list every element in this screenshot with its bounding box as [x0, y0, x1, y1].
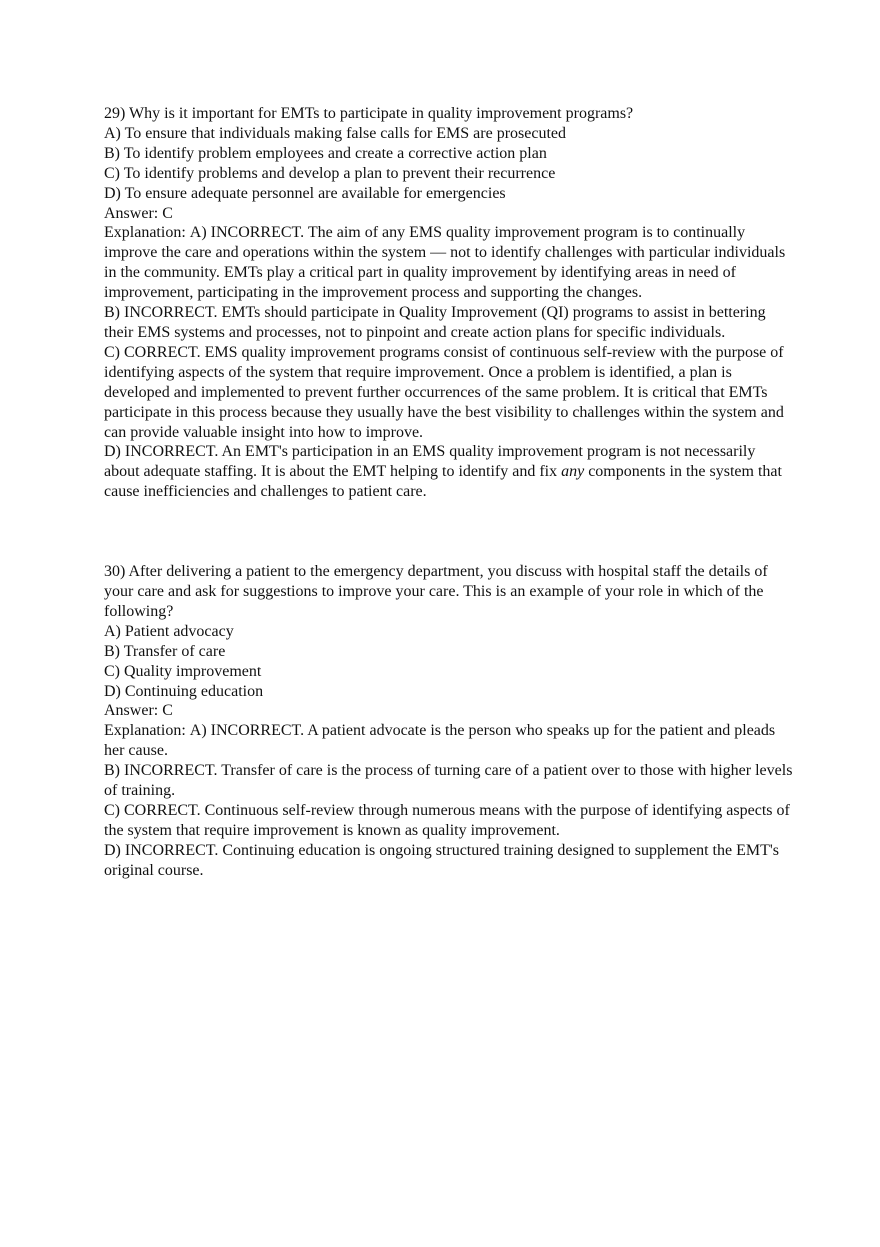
explanation-c: C) CORRECT. Continuous self-review through numerous means with the purpose of identifying aspects of the system that require improvement is known as quality improvement. [104, 802, 790, 839]
explanation-d-after: components in the system that cause inefficiencies and challenges to patient care. [104, 463, 782, 501]
option-a: A) To ensure that individuals making false calls for EMS are prosecuted [104, 124, 567, 142]
option-a: A) Patient advocacy [104, 622, 234, 640]
option-c: C) To identify problems and develop a plan to prevent their recurrence [104, 164, 556, 182]
explanation-b: B) INCORRECT. Transfer of care is the process of turning care of a patient over to those with higher levels of training. [104, 762, 793, 800]
question-30 [104, 562, 794, 881]
question-stem: 30) After delivering a patient to the emergency department, you discuss with hospital staff the details of your care and ask for suggestions to improve your care. This is an example of your role in which of the following? [104, 563, 768, 620]
option-d: D) Continuing education [104, 682, 264, 700]
option-b: B) To identify problem employees and create a corrective action plan [104, 144, 547, 162]
explanation-a-text: A) INCORRECT. A patient advocate is the person who speaks up for the patient and pleads her cause. [104, 722, 776, 760]
document-page [104, 104, 794, 881]
answer-line [104, 204, 794, 224]
option-c: C) Quality improvement [104, 662, 262, 680]
answer-label: Answer: [104, 702, 159, 720]
question-29 [104, 104, 794, 502]
option-d: D) To ensure adequate personnel are available for emergencies [104, 184, 506, 202]
explanation-label: Explanation: [104, 224, 186, 242]
question-stem: 29) Why is it important for EMTs to participate in quality improvement programs? [104, 105, 634, 122]
answer-label: Answer: [104, 204, 159, 222]
answer-line [104, 701, 794, 721]
explanation-a [104, 223, 794, 303]
explanation-d [104, 442, 794, 502]
answer-value: C [162, 702, 173, 720]
explanation-c: C) CORRECT. EMS quality improvement programs consist of continuous self-review with the purpose of identifying aspects of the system that require improvement. Once a problem is identified, a plan is developed and implemented to prevent further occurrences of the same problem. It is critical that EMTs participate in this process because they usually have the best visibility to challenges within the system and can provide valuable insight into how to improve. [104, 343, 784, 441]
explanation-d: D) INCORRECT. Continuing education is ongoing structured training designed to supplement the EMT's original course. [104, 841, 779, 879]
explanation-label: Explanation: [104, 722, 186, 740]
option-b: B) Transfer of care [104, 642, 226, 660]
explanation-d-emphasis: any [561, 463, 585, 481]
explanation-b: B) INCORRECT. EMTs should participate in Quality Improvement (QI) programs to assist in bettering their EMS systems and processes, not to pinpoint and create action plans for specific individuals. [104, 304, 766, 341]
explanation-d-before: D) INCORRECT. An EMT's participation in an EMS quality improvement program is not necessarily about adequate staffing. It is about the EMT helping to identify and fix [104, 443, 756, 481]
explanation-a [104, 721, 794, 761]
answer-value: C [162, 204, 173, 222]
explanation-a-text: A) INCORRECT. The aim of any EMS quality improvement program is to continually improve the care and operations within the system — not to identify challenges with particular individuals in the community. EMTs play a critical part in quality improvement by identifying areas in need of improvement, participating in the improvement process and supporting the changes. [104, 224, 786, 302]
